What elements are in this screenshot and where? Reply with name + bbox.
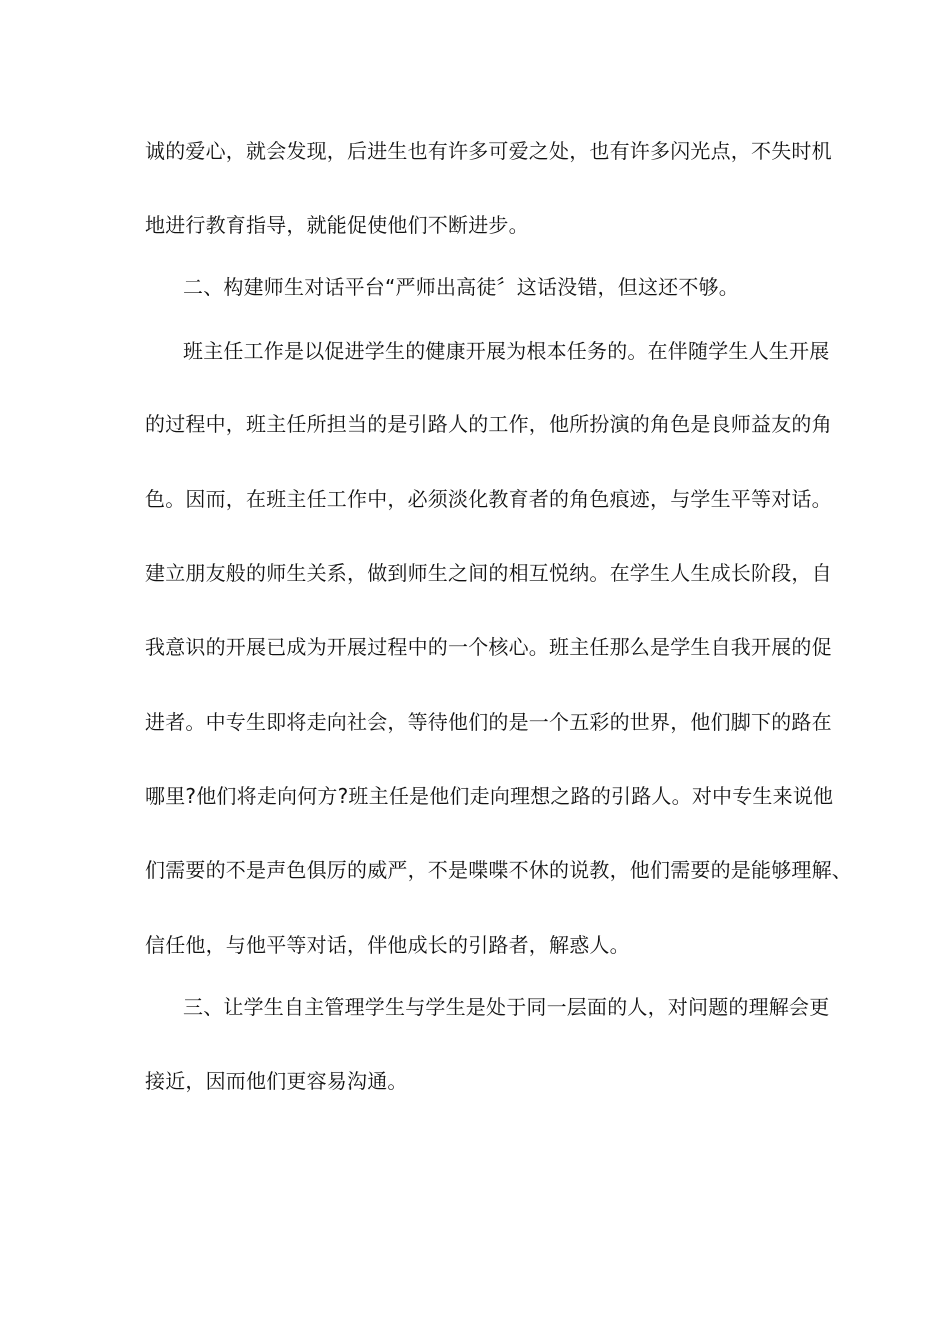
text-line: 接近，因而他们更容易沟通。 bbox=[145, 1069, 408, 1093]
text-line: 建立朋友般的师生关系，做到师生之间的相互悦纳。在学生人生成长阶段，自 bbox=[145, 561, 832, 585]
text-line: 进者。中专生即将走向社会，等待他们的是一个五彩的世界，他们脚下的路在 bbox=[145, 710, 832, 734]
text-line: 信任他，与他平等对话，伴他成长的引路者，解惑人。 bbox=[145, 933, 630, 957]
text-line: 我意识的开展已成为开展过程中的一个核心。班主任那么是学生自我开展的促 bbox=[145, 635, 832, 659]
text-line: 哪里?他们将走向何方?班主任是他们走向理想之路的引路人。对中专生来说他 bbox=[145, 784, 834, 808]
text-line: 地进行教育指导，就能促使他们不断进步。 bbox=[145, 213, 529, 237]
text-line: 的过程中，班主任所担当的是引路人的工作，他所扮演的角色是良师益友的角 bbox=[145, 412, 832, 436]
section-heading-3: 三、让学生自主管理学生与学生是处于同一层面的人，对问题的理解会更 bbox=[183, 995, 830, 1019]
section-heading-2: 二、构建师生对话平台“严师出高徒〞这话没错，但这还不够。 bbox=[183, 275, 739, 299]
text-line: 们需要的不是声色俱厉的威严，不是喋喋不休的说教，他们需要的是能够理解、 bbox=[145, 858, 852, 882]
text-line: 诚的爱心，就会发现，后进生也有许多可爱之处，也有许多闪光点，不失时机 bbox=[145, 139, 832, 163]
text-line: 色。因而，在班主任工作中，必须淡化教育者的角色痕迹，与学生平等对话。 bbox=[145, 487, 832, 511]
paragraph-start: 班主任工作是以促进学生的健康开展为根本任务的。在伴随学生人生开展 bbox=[183, 339, 830, 363]
